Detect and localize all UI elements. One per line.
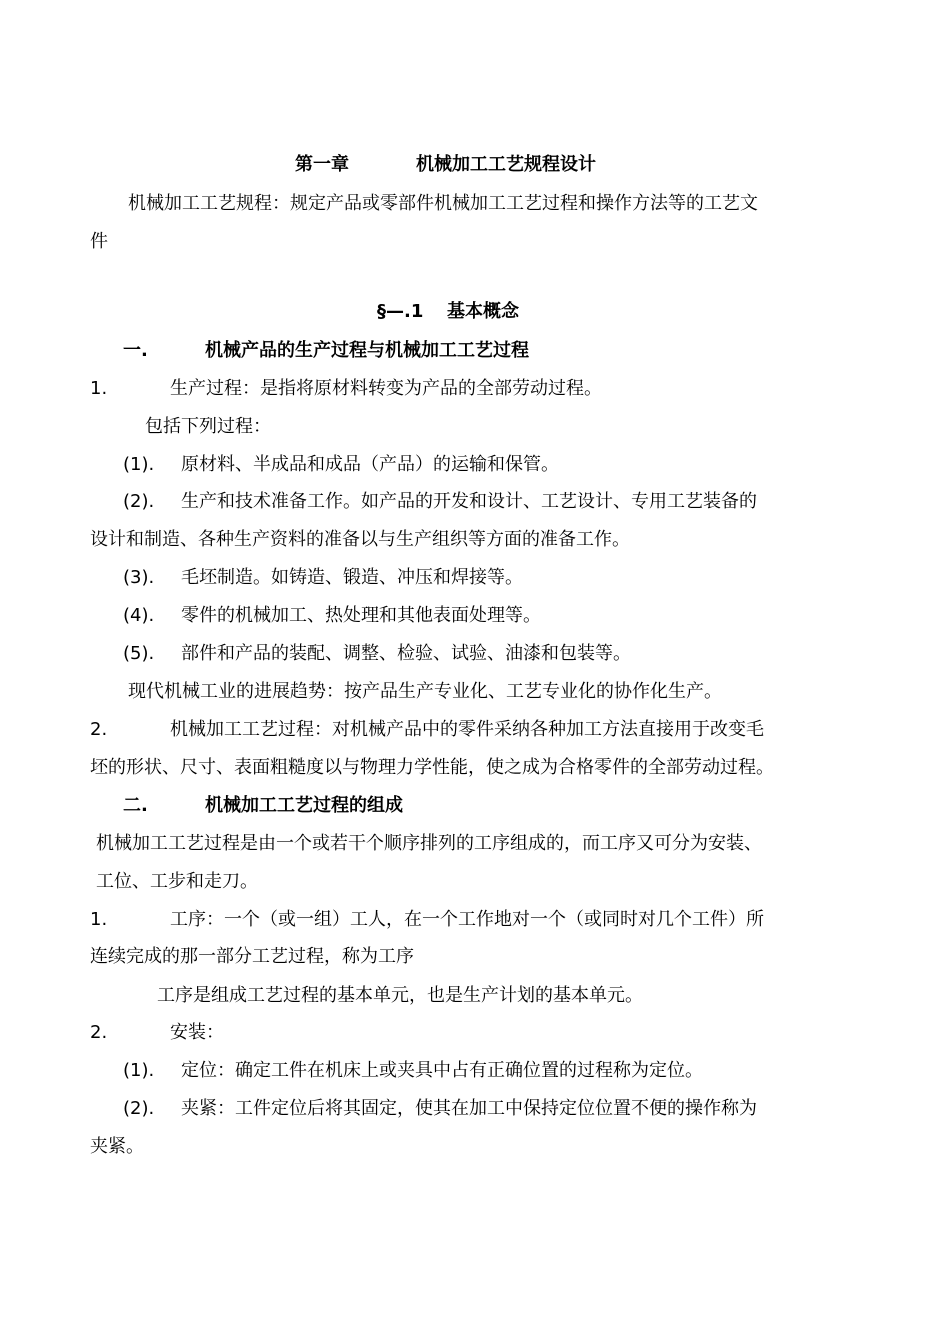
part1-sub3-number: (3). (123, 567, 155, 588)
part1-item1-text: 生产过程：是指将原材料转变为产品的全部劳动过程。 (170, 378, 602, 399)
chapter-label: 第一章 (295, 154, 349, 175)
part1-sub5-number: (5). (123, 643, 155, 664)
part1-item1-number: 1. (90, 378, 108, 399)
part1-number: 一. (123, 340, 148, 361)
definition-line-1: 机械加工工艺规程：规定产品或零部件机械加工工艺过程和操作方法等的工艺文 (128, 193, 758, 214)
part2-sub2-line1: 夹紧：工件定位后将其固定，使其在加工中保持定位位置不便的操作称为 (181, 1098, 757, 1119)
part1-title: 机械产品的生产过程与机械加工工艺过程 (205, 340, 529, 361)
part1-includes: 包括下列过程： (145, 416, 271, 437)
part2-sub2-line2: 夹紧。 (90, 1136, 144, 1157)
part1-sub3-text: 毛坯制造。如铸造、锻造、冲压和焊接等。 (181, 567, 523, 588)
part1-sub4-number: (4). (123, 605, 155, 626)
part2-intro-line1: 机械加工工艺过程是由一个或若干个顺序排列的工序组成的，而工序又可分为安装、 (96, 833, 762, 854)
part2-item1-line2: 连续完成的那一部分工艺过程，称为工序 (90, 946, 414, 967)
part1-sub4-text: 零件的机械加工、热处理和其他表面处理等。 (181, 605, 541, 626)
part2-intro-line2: 工位、工步和走刀。 (96, 871, 258, 892)
part1-sub2-line1: 生产和技术准备工作。如产品的开发和设计、工艺设计、专用工艺装备的 (181, 491, 757, 512)
part1-item2-line1: 机械加工工艺过程：对机械产品中的零件采纳各种加工方法直接用于改变毛 (170, 719, 764, 740)
part1-sub2-number: (2). (123, 491, 155, 512)
section-number: §—.1 (377, 301, 424, 322)
part1-trend: 现代机械工业的进展趋势：按产品生产专业化、工艺专业化的协作化生产。 (128, 681, 722, 702)
part1-sub2-line2: 设计和制造、各种生产资料的准备以与生产组织等方面的准备工作。 (90, 529, 630, 550)
part2-item1-line1: 工序：一个（或一组）工人，在一个工作地对一个（或同时对几个工件）所 (170, 909, 764, 930)
part2-item1-note: 工序是组成工艺过程的基本单元，也是生产计划的基本单元。 (157, 985, 643, 1006)
part1-sub5-text: 部件和产品的装配、调整、检验、试验、油漆和包装等。 (181, 643, 631, 664)
part2-title: 机械加工工艺过程的组成 (205, 795, 403, 816)
part2-number: 二. (123, 795, 148, 816)
part2-sub1-text: 定位：确定工件在机床上或夹具中占有正确位置的过程称为定位。 (181, 1060, 703, 1081)
part2-item2-text: 安装： (170, 1022, 224, 1043)
part2-sub1-number: (1). (123, 1060, 155, 1081)
part1-sub1-text: 原材料、半成品和成品（产品）的运输和保管。 (181, 454, 559, 475)
chapter-title: 机械加工工艺规程设计 (416, 154, 596, 175)
part2-item2-number: 2. (90, 1022, 108, 1043)
part1-item2-number: 2. (90, 719, 108, 740)
part2-item1-number: 1. (90, 909, 108, 930)
section-title: 基本概念 (447, 301, 519, 322)
part1-sub1-number: (1). (123, 454, 155, 475)
part1-item2-line2: 坯的形状、尺寸、表面粗糙度以与物理力学性能，使之成为合格零件的全部劳动过程。 (90, 757, 774, 778)
definition-line-2: 件 (90, 231, 108, 252)
part2-sub2-number: (2). (123, 1098, 155, 1119)
